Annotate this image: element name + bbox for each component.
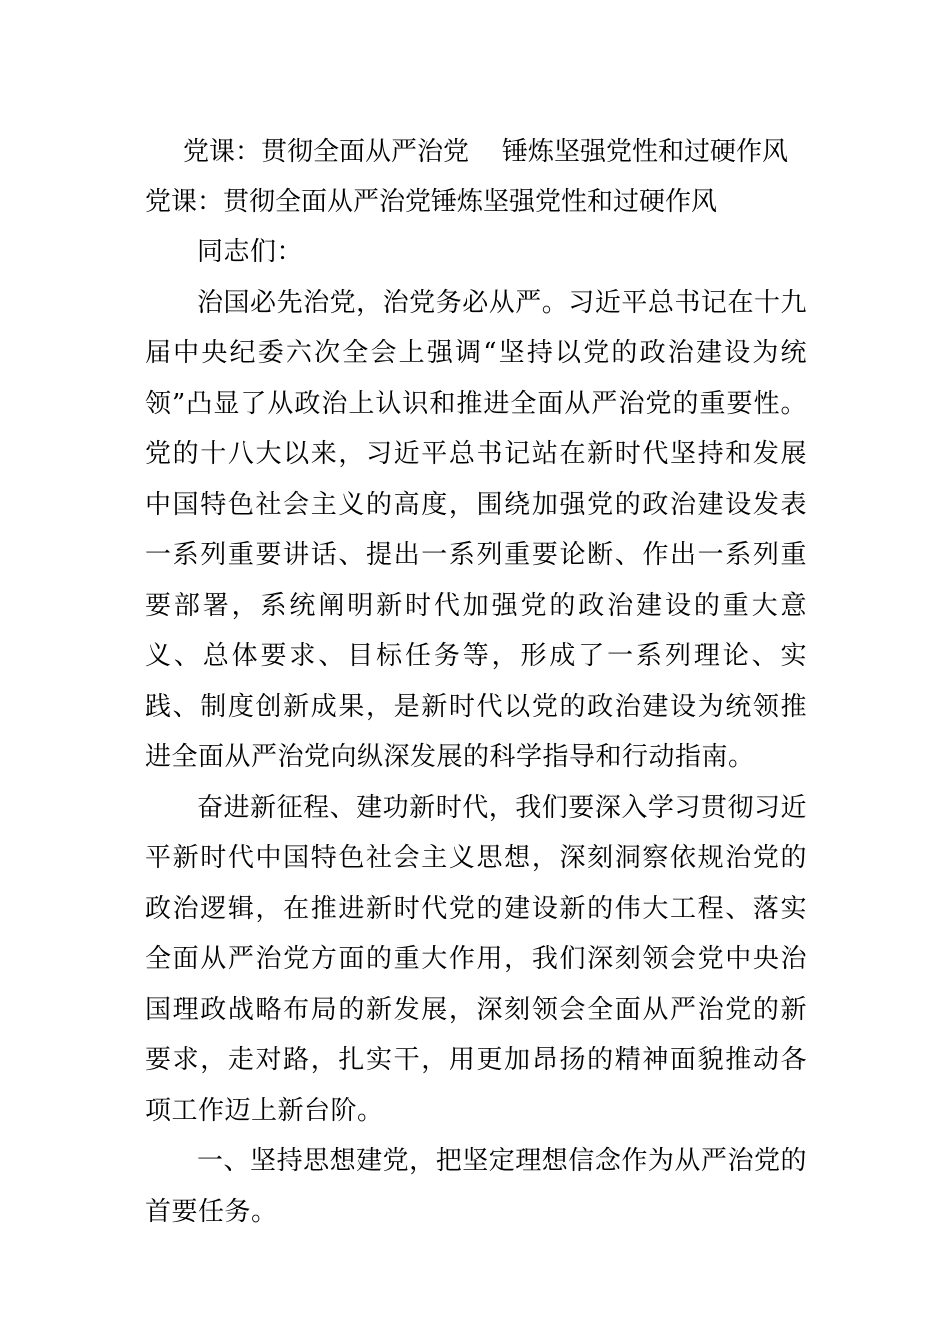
document-subtitle: 党课：贯彻全面从严治党锤炼坚强党性和过硬作风: [145, 187, 718, 217]
document-body: [145, 227, 807, 1237]
section-heading: 一、坚持思想建党，把坚定理想信念作为从严治党的首要任务。: [145, 1146, 807, 1227]
body-paragraph: 治国必先治党，治党务必从严。习近平总书记在十九届中央纪委六次全会上强调“坚持以党的政治建设为统领”凸显了从政治上认识和推进全面从严治党的重要性。党的十八大以来，习近平总书记站在新时代坚持和发展中国特色社会主义的高度，围绕加强党的政治建设发表一系列重要讲话、提出一系列重要论断、作出一系列重要部署，系统阐明新时代加强党的政治建设的重大意义、总体要求、目标任务等，形成了一系列理论、实践、制度创新成果，是新时代以党的政治建设为统领推进全面从严治党向纵深发展的科学指导和行动指南。: [145, 287, 807, 772]
salutation: 同志们：: [197, 237, 304, 267]
document-title: 党课：贯彻全面从严治党 锤炼坚强党性和过硬作风: [183, 137, 789, 167]
body-paragraph: 奋进新征程、建功新时代，我们要深入学习贯彻习近平新时代中国特色社会主义思想，深刻洞察依规治党的政治逻辑，在推进新时代党的建设新的伟大工程、落实全面从严治党方面的重大作用，我们深刻领会党中央治国理政战略布局的新发展，深刻领会全面从严治党的新要求，走对路，扎实干，用更加昂扬的精神面貌推动各项工作迈上新台阶。: [145, 792, 807, 1126]
